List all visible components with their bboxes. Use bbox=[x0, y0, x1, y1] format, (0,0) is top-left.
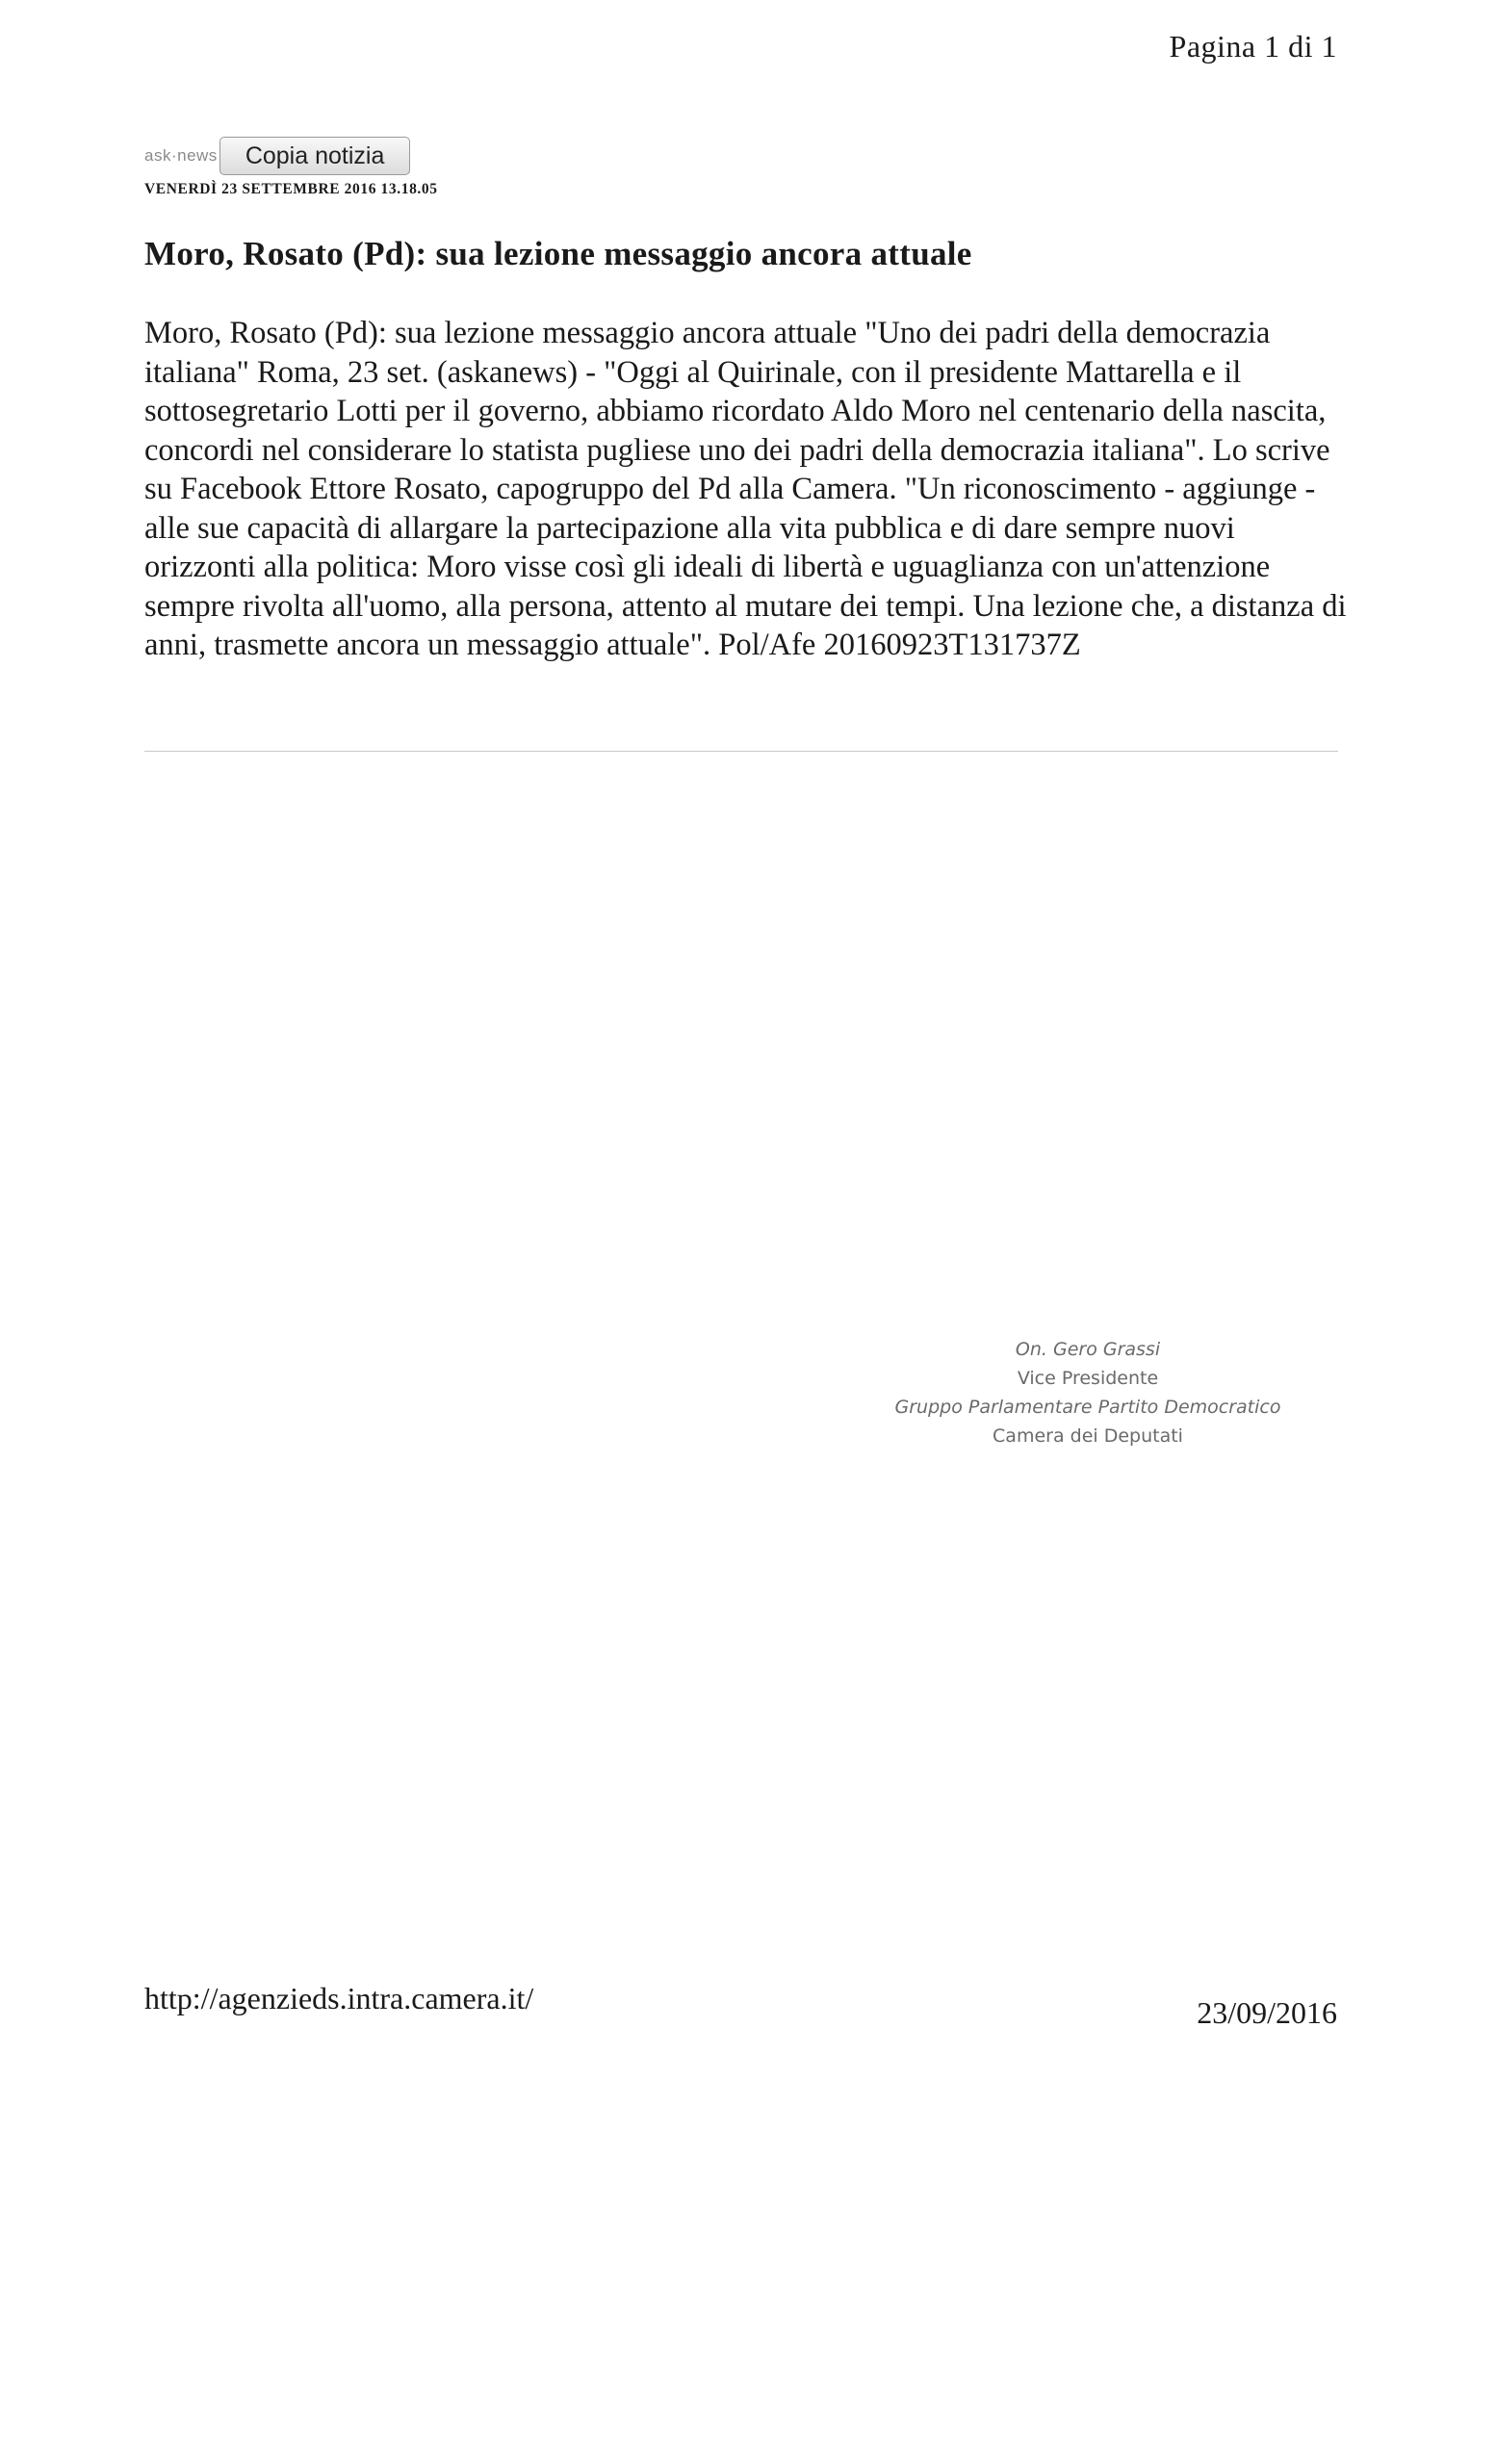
signature-chamber: Camera dei Deputati bbox=[993, 1425, 1183, 1447]
source-bar bbox=[144, 137, 410, 175]
copy-news-button[interactable]: Copia notizia bbox=[219, 137, 411, 175]
footer-url: http://agenzieds.intra.camera.it/ bbox=[144, 1981, 534, 2015]
signature-block bbox=[847, 1335, 1328, 1450]
article-body: Moro, Rosato (Pd): sua lezione messaggio ancora attuale "Uno dei padri della democrazia italiana" Roma, 23 set. (askanews) - "Oggi al Quirinale, con il presidente Mattarella e il sottosegretario Lotti per il governo, abbiamo ricordato Aldo Moro nel centenario della nascita, concordi nel considerare lo statista pugliese uno dei padri della democrazia italiana". Lo scrive su Facebook Ettore Rosato, capogruppo del Pd alla Camera. "Un riconoscimento - aggiunge - alle sue capacità di allargare la partecipazione alla vita pubblica e di dare sempre nuovi orizzonti alla politica: Moro visse così gli ideali di libertà e uguaglianza con un'attenzione sempre rivolta all'uomo, alla persona, attento al mutare dei tempi. Una lezione che, a distanza di anni, trasmette ancora un messaggio attuale". Pol/Afe 20160923T131737Z bbox=[144, 316, 1347, 662]
signature-role: Vice Presidente bbox=[1017, 1368, 1159, 1389]
askanews-logo: ask·news bbox=[144, 146, 218, 165]
divider bbox=[144, 751, 1338, 752]
signature-name: On. Gero Grassi bbox=[1015, 1339, 1161, 1360]
page-number: Pagina 1 di 1 bbox=[1169, 29, 1337, 64]
footer-date: 23/09/2016 bbox=[1197, 1995, 1337, 2030]
article-headline: Moro, Rosato (Pd): sua lezione messaggio ancora attuale bbox=[144, 235, 972, 272]
signature-group: Gruppo Parlamentare Partito Democratico bbox=[894, 1397, 1281, 1418]
publication-timestamp: VENERDÌ 23 SETTEMBRE 2016 13.18.05 bbox=[144, 181, 438, 197]
